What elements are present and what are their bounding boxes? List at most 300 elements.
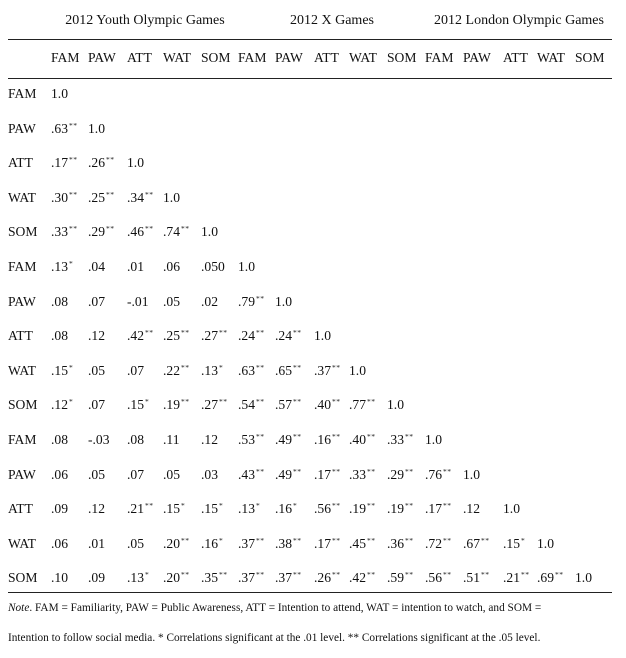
column-header-wat-3: WAT [163,50,191,65]
cell-value: .10 [51,570,68,586]
header-rule [8,78,612,79]
cell-value: 1.0 [238,259,255,274]
cell-value: .37 [275,570,292,586]
significance-marker: ** [367,397,376,407]
significance-marker: ** [256,432,265,441]
table-cell [127,570,149,588]
table-cell [238,467,265,485]
table-cell [201,536,223,554]
table-cell [127,536,144,552]
note-text-1: . FAM = Familiarity, PAW = Public Awareness, ATT = Intention to attend, WAT = intention to watch, and SOM = [29,602,542,614]
significance-marker: ** [219,397,228,407]
table-cell [314,467,341,485]
table-cell [349,432,376,450]
cell-value: .22 [163,362,180,378]
table-cell [163,259,180,275]
table-cell [88,467,105,483]
cell-value: .20 [163,535,180,551]
cell-value: .19 [163,397,180,413]
significance-marker: ** [181,224,190,234]
cell-value: 1.0 [349,362,366,378]
cell-value: .76 [425,466,442,482]
row-label: SOM [8,397,38,413]
cell-value: .56 [314,501,331,517]
table-cell [314,536,341,554]
row-label: ATT [8,501,33,517]
cell-value: .40 [349,432,366,447]
table-cell [127,294,149,310]
row-label: FAM [8,432,37,447]
cell-value: .16 [275,501,292,517]
cell-value: .63 [51,120,68,136]
significance-marker: ** [69,189,78,199]
significance-marker: ** [332,501,341,511]
significance-marker: ** [145,189,154,199]
cell-value: .33 [51,224,68,240]
table-cell [201,397,228,415]
table-cell [238,294,265,312]
cell-value: .09 [51,501,68,517]
table-cell [127,432,144,448]
row-label: FAM [8,259,37,274]
table-cell [88,328,105,344]
column-header-att-12: ATT [503,50,528,65]
table-cell [503,570,530,588]
significance-marker: ** [106,155,115,165]
cell-value: .67 [463,535,480,551]
table-cell [51,155,78,173]
note-prefix: Note [8,602,30,614]
table-cell [88,259,105,275]
table-cell [349,501,376,519]
cell-value: .26 [314,570,331,586]
table-cell [425,536,452,554]
significance-marker: ** [367,501,376,511]
cell-value: .17 [314,535,331,551]
cell-value: .38 [275,535,292,551]
cell-value: .29 [387,466,404,482]
table-cell [163,294,180,310]
significance-marker: ** [405,535,414,545]
table-cell [387,397,404,413]
cell-value: .74 [163,224,180,240]
significance-marker: ** [181,570,190,580]
group-header-youth-olympics: 2012 Youth Olympic Games [65,13,225,28]
table-cell [88,501,105,517]
column-header-fam-10: FAM [425,50,454,65]
column-header-som-4: SOM [201,50,231,65]
significance-marker: ** [219,570,228,580]
cell-value: 1.0 [163,189,180,205]
column-header-fam-5: FAM [238,50,267,65]
cell-value: .24 [238,328,255,344]
significance-marker: ** [256,570,265,580]
cell-value: 1.0 [314,328,331,344]
table-cell [238,328,265,346]
row-label: ATT [8,328,33,344]
significance-marker: ** [145,501,154,511]
table-cell [51,536,68,552]
cell-value: .37 [238,570,255,586]
table-cell [238,397,265,415]
cell-value: 1.0 [537,535,554,551]
cell-value: .06 [163,259,180,274]
column-header-som-14: SOM [575,50,605,65]
significance-marker: ** [293,328,302,338]
row-label: WAT [8,189,36,205]
cell-value: .77 [349,397,366,413]
table-cell [201,328,228,346]
table-cell [387,501,414,519]
cell-value: .16 [201,535,218,551]
significance-marker: ** [219,328,228,338]
table-cell [575,570,592,586]
cell-value: .46 [127,224,144,240]
table-cell [349,397,376,415]
cell-value: .12 [51,397,68,413]
cell-value: .51 [463,570,480,586]
table-cell [425,570,452,588]
table-cell [387,570,414,588]
table-cell [425,432,442,448]
table-cell [163,397,190,415]
cell-value: .15 [201,501,218,517]
cell-value: .36 [387,535,404,551]
row-label: PAW [8,466,36,482]
significance-marker: ** [332,362,341,372]
cell-value: .12 [88,501,105,517]
cell-value: .08 [51,328,68,344]
table-cell [163,328,190,346]
significance-marker: ** [256,397,265,407]
cell-value: 1.0 [387,397,404,413]
table-cell [314,501,341,519]
cell-value: .42 [349,570,366,586]
cell-value: 1.0 [127,155,144,171]
cell-value: .19 [349,501,366,517]
significance-marker: ** [181,328,190,338]
row-label: PAW [8,120,36,136]
cell-value: .79 [238,293,255,309]
table-cell [463,501,480,517]
significance-marker: ** [69,155,78,165]
cell-value: .01 [88,535,105,551]
cell-value: .53 [238,432,255,447]
significance-marker: * [219,362,224,372]
significance-marker: ** [405,432,414,441]
table-cell [275,432,302,450]
significance-marker: ** [181,535,190,545]
table-cell [201,570,228,588]
cell-value: .56 [425,570,442,586]
cell-value: .72 [425,535,442,551]
table-cell [127,467,144,483]
table-cell [163,363,190,381]
cell-value: .45 [349,535,366,551]
significance-marker: ** [481,570,490,580]
significance-marker: ** [367,535,376,545]
significance-marker: * [69,397,74,407]
cell-value: .17 [425,501,442,517]
table-cell [275,501,297,519]
significance-marker: * [181,501,186,511]
cell-value: .13 [238,501,255,517]
significance-marker: ** [256,362,265,372]
table-cell [51,224,78,242]
cell-value: .05 [163,466,180,482]
cell-value: .07 [127,362,144,378]
cell-value: .30 [51,189,68,205]
table-cell [51,294,68,310]
table-cell [201,363,223,381]
cell-value: .65 [275,362,292,378]
cell-value: .43 [238,466,255,482]
significance-marker: ** [405,501,414,511]
cell-value: .06 [51,535,68,551]
column-header-wat-13: WAT [537,50,565,65]
table-cell [201,259,225,275]
table-cell [88,570,105,586]
significance-marker: * [293,501,298,511]
table-cell [88,536,105,552]
significance-marker: ** [332,397,341,407]
table-cell [51,397,73,415]
significance-marker: ** [332,432,341,441]
significance-marker: ** [443,501,452,511]
table-cell [163,501,185,519]
column-header-fam-0: FAM [51,50,80,65]
significance-marker: ** [293,535,302,545]
cell-value: .59 [387,570,404,586]
cell-value: .07 [88,293,105,309]
cell-value: .35 [201,570,218,586]
significance-marker: ** [106,224,115,234]
significance-marker: ** [367,466,376,476]
cell-value: 1.0 [503,501,520,517]
cell-value: 1.0 [51,86,68,101]
table-cell [127,397,149,415]
table-cell [51,432,68,448]
cell-value: .40 [314,397,331,413]
table-cell [314,363,341,381]
cell-value: .06 [51,466,68,482]
cell-value: .33 [349,466,366,482]
cell-value: .07 [127,466,144,482]
cell-value: 1.0 [463,466,480,482]
table-cell [88,363,105,379]
table-cell [201,432,218,448]
column-header-som-9: SOM [387,50,417,65]
cell-value: .17 [314,466,331,482]
note-text-2: Intention to follow social media. * Correlations significant at the .01 level. ** Correlations significant at the .05 level. [8,632,541,644]
table-cell [163,570,190,588]
table-cell [88,190,115,208]
cell-value: .02 [201,293,218,309]
column-header-att-7: ATT [314,50,339,65]
cell-value: .15 [51,362,68,378]
cell-value: .25 [88,189,105,205]
row-label: ATT [8,155,33,171]
significance-marker: ** [293,432,302,441]
cell-value: .05 [127,535,144,551]
cell-value: .42 [127,328,144,344]
table-cell [88,224,115,242]
cell-value: .49 [275,432,292,447]
cell-value: .15 [503,535,520,551]
table-cell [51,467,68,483]
table-cell [314,432,341,450]
group-header-london-olympics: 2012 London Olympic Games [434,13,604,28]
significance-marker: * [145,397,150,407]
table-cell [127,155,144,171]
column-header-wat-8: WAT [349,50,377,65]
cell-value: .12 [88,328,105,344]
significance-marker: ** [443,570,452,580]
significance-marker: ** [443,535,452,545]
table-cell [238,363,265,381]
cell-value: .050 [201,259,225,274]
significance-marker: * [145,570,150,580]
significance-marker: ** [145,224,154,234]
table-cell [163,536,190,554]
cell-value: .24 [275,328,292,344]
cell-value: .27 [201,397,218,413]
table-cell [51,501,68,517]
table-cell [51,190,78,208]
table-cell [88,155,115,173]
table-cell [88,121,105,137]
table-cell [88,294,105,310]
cell-value: .13 [51,259,68,274]
cell-value: .05 [88,362,105,378]
table-cell [349,363,366,379]
cell-value: -.01 [127,293,149,309]
significance-marker: ** [332,535,341,545]
column-header-paw-11: PAW [463,50,491,65]
table-cell [51,121,78,139]
table-cell [51,363,73,381]
cell-value: .54 [238,397,255,413]
table-cell [238,432,265,450]
table-cell [127,224,154,242]
cell-value: .49 [275,466,292,482]
table-cell [127,190,154,208]
cell-value: .08 [51,293,68,309]
table-cell [314,328,331,344]
significance-marker: ** [555,570,564,580]
bottom-rule [8,592,612,593]
table-cell [275,363,302,381]
significance-marker: ** [181,362,190,372]
cell-value: .29 [88,224,105,240]
significance-marker: ** [69,120,78,130]
table-cell [275,397,302,415]
significance-marker: ** [256,328,265,338]
table-note-line-1 [8,602,614,614]
significance-marker: * [219,535,224,545]
cell-value: .05 [88,466,105,482]
cell-value: .07 [88,397,105,413]
cell-value: 1.0 [425,432,442,447]
cell-value: .12 [201,432,218,447]
cell-value: .09 [88,570,105,586]
table-cell [51,259,73,277]
table-cell [163,432,180,448]
significance-marker: ** [256,535,265,545]
table-cell [238,501,260,519]
table-cell [463,536,490,554]
cell-value: .03 [201,466,218,482]
cell-value: .33 [387,432,404,447]
table-cell [127,363,144,379]
significance-marker: ** [332,466,341,476]
significance-marker: ** [332,570,341,580]
cell-value: .08 [127,432,144,447]
cell-value: .11 [163,432,180,447]
significance-marker: * [256,501,261,511]
table-cell [275,570,302,588]
table-cell [201,501,223,519]
top-rule [8,39,612,40]
cell-value: .12 [463,501,480,517]
cell-value: 1.0 [275,293,292,309]
table-cell [238,536,265,554]
table-cell [537,570,564,588]
significance-marker: * [69,259,74,268]
cell-value: .26 [88,155,105,171]
table-cell [201,224,218,240]
table-cell [349,536,376,554]
cell-value: .21 [503,570,520,586]
table-cell [275,536,302,554]
row-label: SOM [8,570,38,586]
cell-value: .01 [127,259,144,274]
cell-value: .13 [127,570,144,586]
table-cell [463,570,490,588]
table-cell [127,501,154,519]
table-cell [349,467,376,485]
cell-value: 1.0 [201,224,218,240]
table-cell [163,224,190,242]
significance-marker: ** [293,362,302,372]
significance-marker: ** [293,397,302,407]
table-cell [275,328,302,346]
table-cell [314,570,341,588]
significance-marker: ** [145,328,154,338]
significance-marker: ** [293,570,302,580]
table-cell [275,294,292,310]
table-cell [88,432,110,448]
table-cell [127,259,144,275]
significance-marker: ** [181,397,190,407]
significance-marker: ** [405,466,414,476]
cell-value: .17 [51,155,68,171]
table-cell [387,467,414,485]
significance-marker: * [521,535,526,545]
table-cell [51,86,68,102]
table-cell [127,328,154,346]
significance-marker: * [219,501,224,511]
cell-value: 1.0 [575,570,592,586]
cell-value: .15 [127,397,144,413]
table-cell [387,536,414,554]
significance-marker: ** [367,432,376,441]
column-header-paw-6: PAW [275,50,303,65]
table-cell [51,328,68,344]
significance-marker: ** [521,570,530,580]
cell-value: .08 [51,432,68,447]
significance-marker: ** [367,570,376,580]
